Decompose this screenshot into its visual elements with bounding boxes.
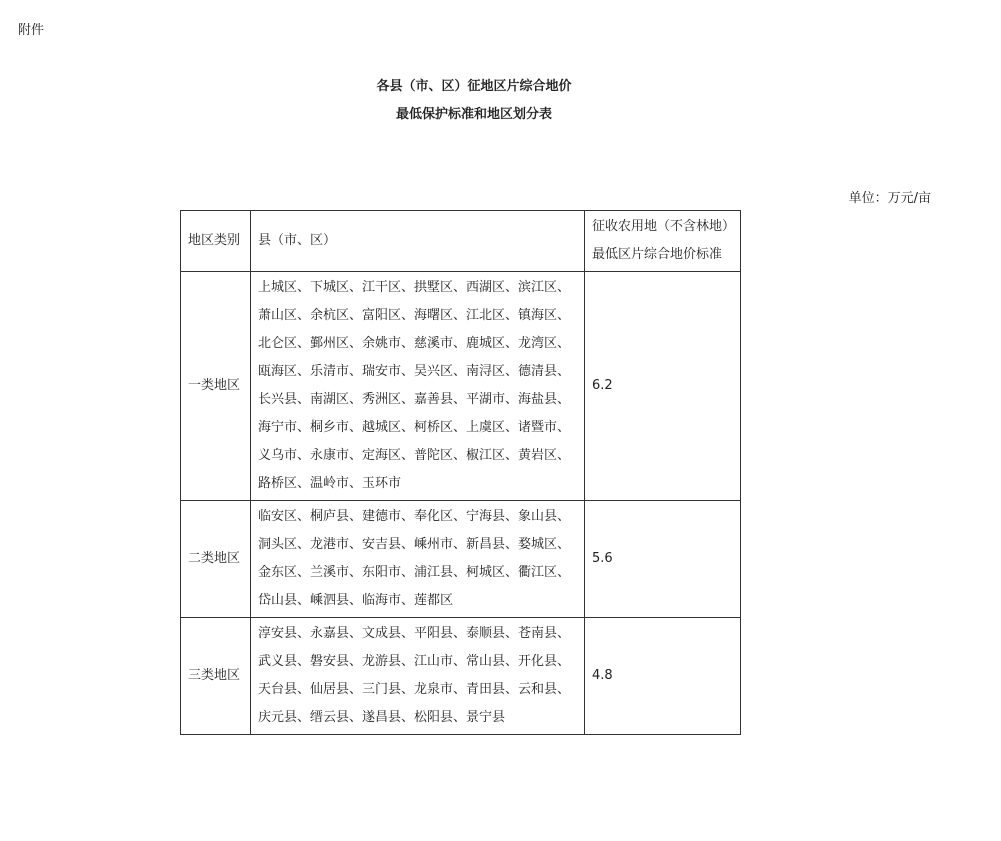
row-counties: 临安区、桐庐县、建德市、奉化区、宁海县、象山县、洞头区、龙港市、安吉县、嵊州市、新昌县、婺城区、金东区、兰溪市、东阳市、浦江县、柯城区、衢江区、岱山县、嵊泗县、临海市、莲都区: [251, 501, 585, 618]
table-row: [181, 501, 741, 618]
land-price-table: [180, 210, 741, 735]
table-header-row: [181, 211, 741, 272]
table-row: [181, 272, 741, 501]
row-category: 二类地区: [181, 501, 251, 618]
document-title-line-1: 各县（市、区）征地区片综合地价: [376, 79, 572, 94]
header-category: 地区类别: [181, 211, 251, 272]
row-standard: 4.8: [585, 618, 741, 735]
row-standard: 6.2: [585, 272, 741, 501]
header-standard: 征收农用地（不含林地）最低区片综合地价标准: [585, 211, 741, 272]
row-counties: 上城区、下城区、江干区、拱墅区、西湖区、滨江区、萧山区、余杭区、富阳区、海曙区、江北区、镇海区、北仑区、鄞州区、余姚市、慈溪市、鹿城区、龙湾区、瓯海区、乐清市、瑞安市、吴兴区、南浔区、德清县、长兴县、南湖区、秀洲区、嘉善县、平湖市、海盐县、海宁市、桐乡市、越城区、柯桥区、上虞区、诸暨市、义乌市、永康市、定海区、普陀区、椒江区、黄岩区、路桥区、温岭市、玉环市: [251, 272, 585, 501]
attachment-label: 附件: [18, 23, 45, 38]
header-counties: 县（市、区）: [251, 211, 585, 272]
unit-label: 单位：万元/亩: [848, 191, 931, 206]
row-category: 三类地区: [181, 618, 251, 735]
row-standard: 5.6: [585, 501, 741, 618]
row-category: 一类地区: [181, 272, 251, 501]
document-title-line-2: 最低保护标准和地区划分表: [395, 107, 552, 122]
table-row: [181, 618, 741, 735]
row-counties: 淳安县、永嘉县、文成县、平阳县、泰顺县、苍南县、武义县、磐安县、龙游县、江山市、常山县、开化县、天台县、仙居县、三门县、龙泉市、青田县、云和县、庆元县、缙云县、遂昌县、松阳县、景宁县: [251, 618, 585, 735]
